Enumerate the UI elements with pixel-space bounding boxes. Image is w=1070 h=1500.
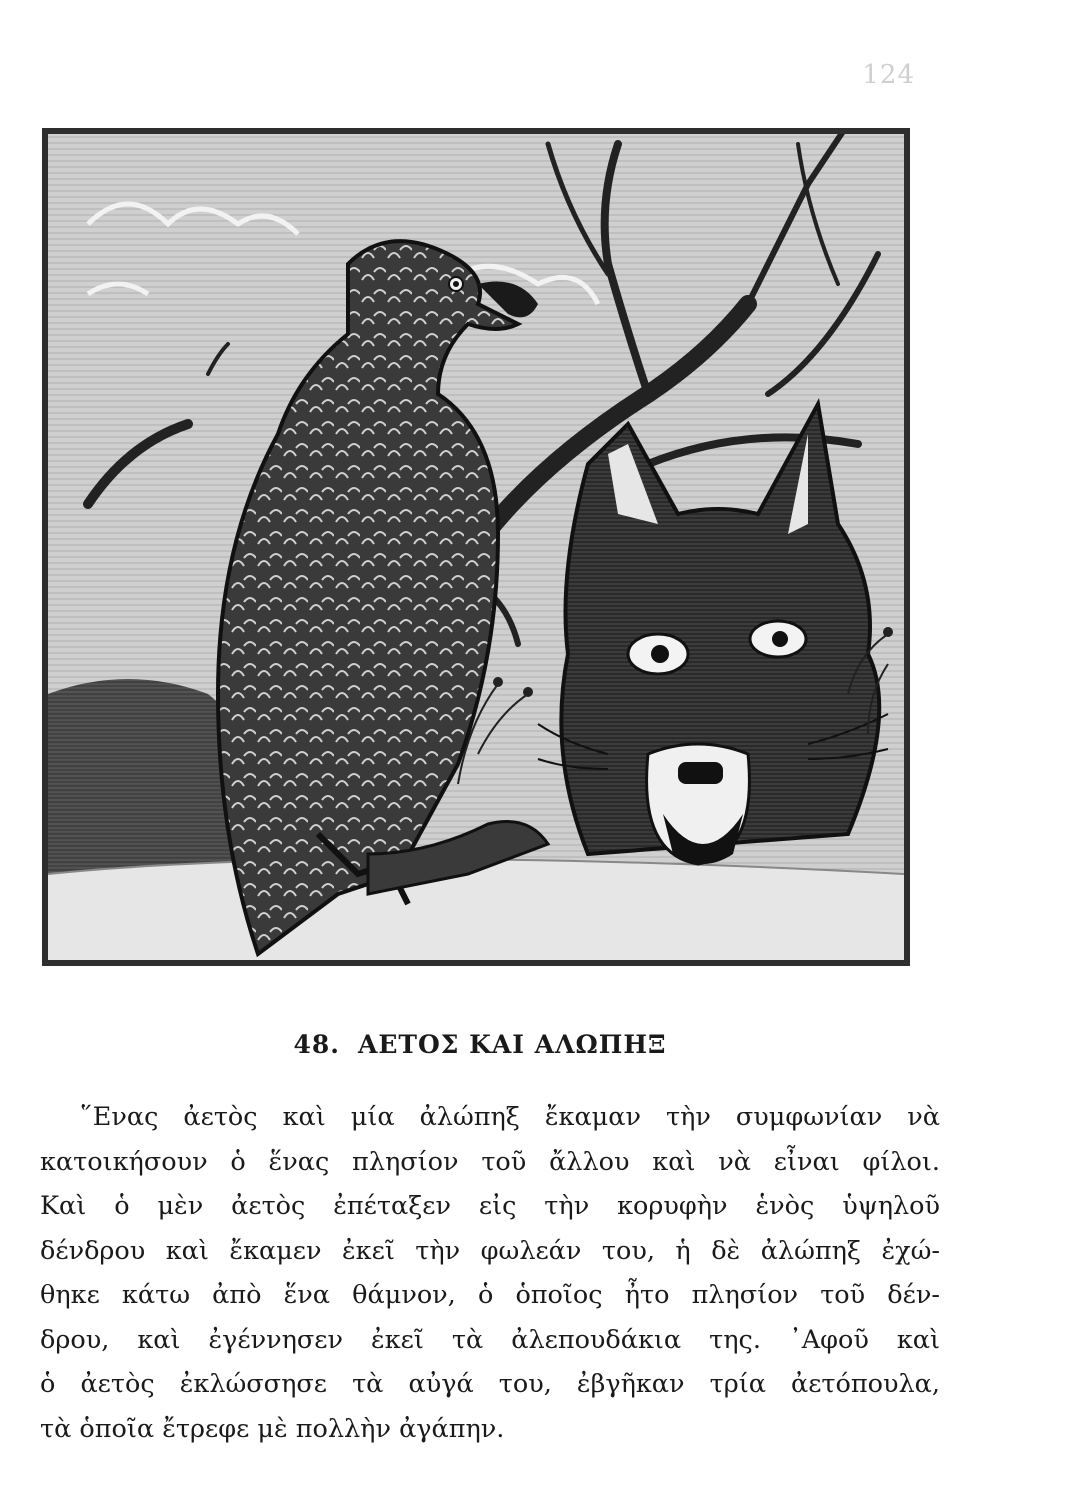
eagle-fox-illustration (42, 128, 910, 966)
page-number: 124 (862, 60, 915, 90)
text-line: κατοικήσουν ὁ ἕνας πλησίον τοῦ ἄλλου καὶ νὰ εἶναι φίλοι. (40, 1146, 940, 1177)
text-line: Καὶ ὁ μὲν ἀετὸς ἐπέταξεν εἰς τὴν κορυφὴν ἑνὸς ὑψηλοῦ (40, 1191, 940, 1221)
fable-title: ΑΕΤΟΣ ΚΑΙ ΑΛΩΠΗΞ (357, 1030, 667, 1059)
text-line: θηκε κάτω ἀπὸ ἕνα θάμνον, ὁ ὁποῖος ἦτο πλησίον τοῦ δέν- (40, 1280, 940, 1310)
text-line: τὰ ὁποῖα ἔτρεφε μὲ πολλὴν ἀγάπην. (40, 1413, 505, 1444)
fable-heading (0, 1030, 960, 1059)
text-line: ῞Ενας ἀετὸς καὶ μία ἀλώπηξ ἔκαμαν τὴν συμφωνίαν νὰ (80, 1102, 940, 1132)
fable-body (40, 1095, 940, 1451)
text-line: δένδρου καὶ ἔκαμεν ἐκεῖ τὴν φωλεάν του, ἡ δὲ ἀλώπηξ ἐχώ- (40, 1235, 940, 1266)
text-line: δρου, καὶ ἐγέννησεν ἐκεῖ τὰ ἀλεπουδάκια της. ᾿Αφοῦ καὶ (40, 1324, 940, 1355)
engraving-drawing (48, 134, 904, 960)
fable-number: 48. (293, 1030, 340, 1059)
text-line: ὁ ἀετὸς ἐκλώσσησε τὰ αὐγά του, ἐβγῆκαν τρία ἀετόπουλα, (40, 1369, 940, 1399)
